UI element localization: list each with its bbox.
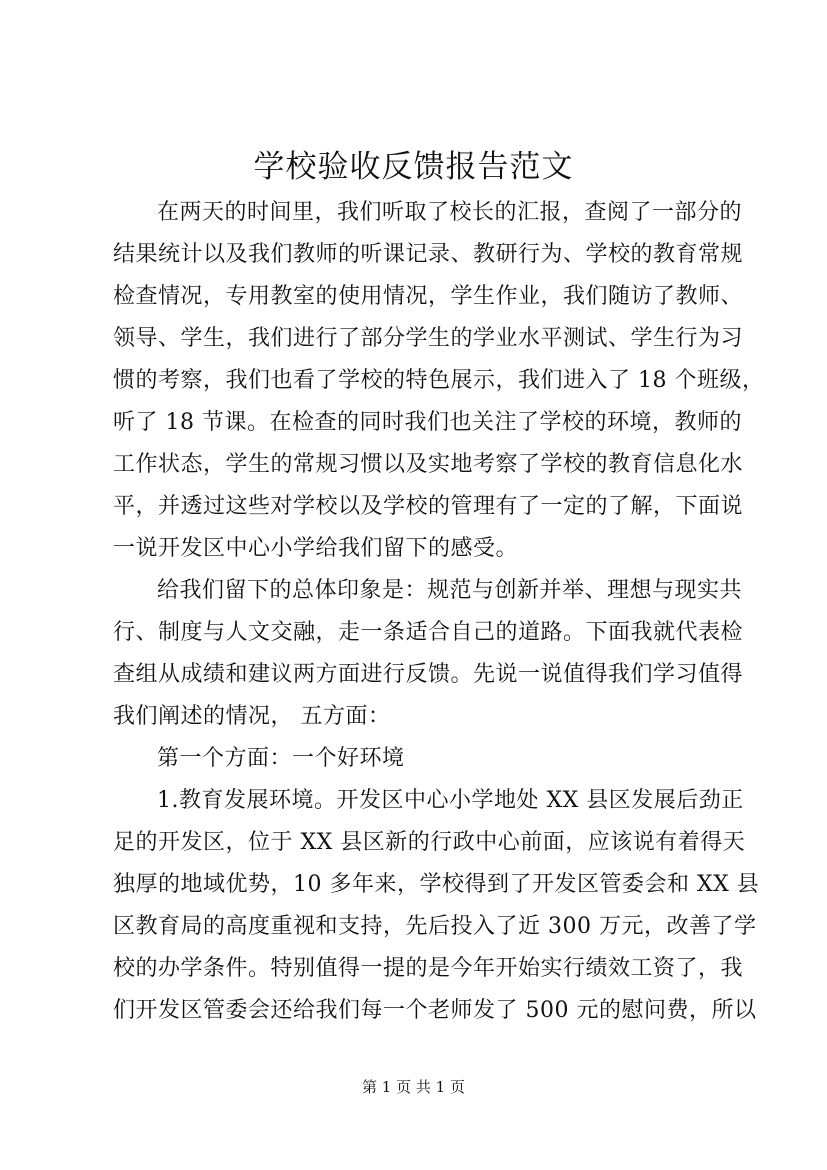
paragraph-line: 在两天的时间里，我们听取了校长的汇报，查阅了一部分的 (157, 200, 743, 225)
paragraph-line: 结果统计以及我们教师的听课记录、教研行为、学校的教育常规 (113, 242, 744, 267)
paragraph-line: 惯的考察，我们也看了学校的特色展示，我们进入了 18 个班级， (113, 368, 765, 393)
document-title: 学校验收反馈报告范文 (253, 149, 574, 185)
paragraph-line: 1.教育发展环境。开发区中心小学地处 XX 县区发展后劲正 (157, 788, 744, 813)
paragraph-line: 查组从成绩和建议两方面进行反馈。先说一说值得我们学习值得 (113, 662, 744, 687)
paragraph-line: 检查情况，专用教室的使用情况，学生作业，我们随访了教师、 (113, 284, 744, 309)
paragraph-line: 我们阐述的情况， 五方面： (113, 704, 391, 729)
paragraph-line: 领导、学生，我们进行了部分学生的学业水平测试、学生行为习 (113, 326, 744, 351)
paragraph-line: 们开发区管委会还给我们每一个老师发了 500 元的慰问费，所以 (113, 998, 757, 1023)
paragraph-line: 一说开发区中心小学给我们留下的感受。 (113, 536, 519, 561)
section-heading: 第一个方面：一个好环境 (157, 746, 405, 771)
paragraph-line: 校的办学条件。特别值得一提的是今年开始实行绩效工资了，我 (113, 956, 744, 981)
paragraph-line: 区教育局的高度重视和支持，先后投入了近 300 万元，改善了学 (113, 914, 757, 939)
paragraph-line: 听了 18 节课。在检查的同时我们也关注了学校的环境，教师的 (113, 410, 742, 435)
paragraph-line: 独厚的地域优势，10 多年来，学校得到了开发区管委会和 XX 县 (113, 872, 760, 897)
paragraph-line: 工作状态，学生的常规习惯以及实地考察了学校的教育信息化水 (113, 452, 744, 477)
paragraph-line: 平，并透过这些对学校以及学校的管理有了一定的了解，下面说 (113, 494, 744, 519)
paragraph-line: 行、制度与人文交融，走一条适合自己的道路。下面我就代表检 (113, 620, 744, 645)
page-footer: 第 1 页 共 1 页 (362, 1078, 465, 1096)
paragraph-line: 足的开发区，位于 XX 县区新的行政中心前面，应该说有着得天 (113, 830, 746, 855)
paragraph-line: 给我们留下的总体印象是：规范与创新并举、理想与现实共 (157, 578, 743, 603)
